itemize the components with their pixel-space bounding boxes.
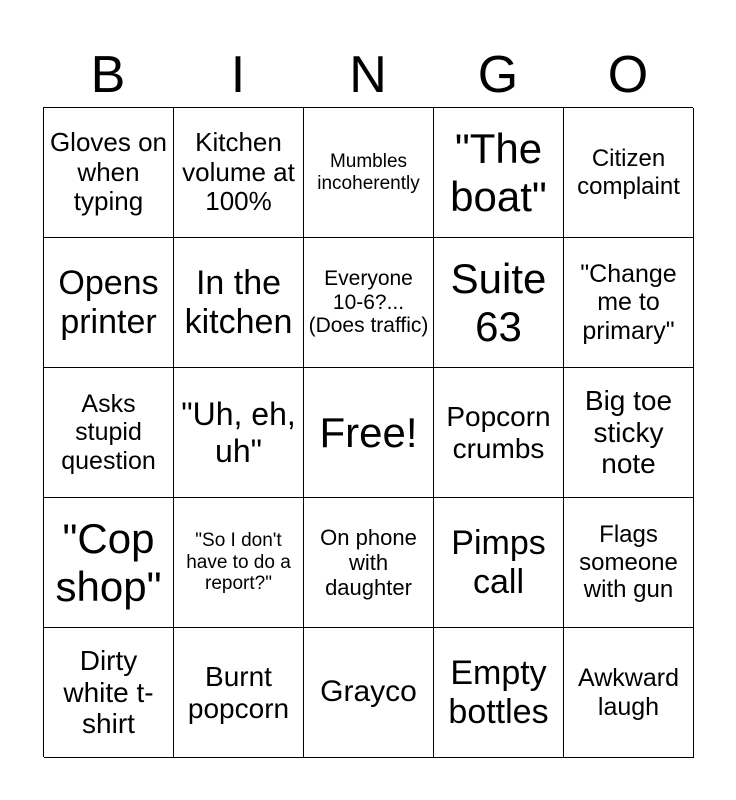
cell-text: Dirty white t-shirt	[63, 644, 154, 740]
cell-text: "So I don't have to do a report?"	[186, 530, 291, 595]
cell-text: Burnt popcorn	[187, 660, 290, 724]
cell-text: Pimps call	[451, 523, 546, 601]
cell-text: Everyone 10-6?... (Does traffic)	[308, 266, 429, 338]
bingo-cell[interactable]	[434, 108, 564, 238]
bingo-cell[interactable]	[44, 628, 174, 758]
cell-text: Gloves on when typing	[49, 127, 168, 217]
cell-text: On phone with daughter	[320, 524, 417, 601]
cell-text: Mumbles incoherently	[317, 150, 420, 194]
bingo-cell[interactable]	[304, 238, 434, 368]
header-letter-g: G	[477, 46, 519, 104]
bingo-cell[interactable]	[304, 108, 434, 238]
cell-text: Opens printer	[58, 263, 159, 341]
bingo-cell[interactable]	[174, 108, 304, 238]
header-letter-b: B	[90, 46, 126, 104]
bingo-cell[interactable]	[174, 498, 304, 628]
cell-text: Asks stupid question	[61, 389, 156, 475]
header-letter-o: O	[607, 46, 649, 104]
bingo-cell[interactable]	[304, 628, 434, 758]
header-letter-n: N	[349, 46, 387, 104]
cell-text: Free!	[319, 408, 418, 456]
cell-text: Suite 63	[450, 254, 547, 350]
bingo-header	[43, 44, 693, 106]
bingo-cell[interactable]	[44, 498, 174, 628]
bingo-cell[interactable]	[564, 368, 694, 498]
bingo-cell[interactable]	[174, 238, 304, 368]
bingo-cell[interactable]	[564, 628, 694, 758]
bingo-cell[interactable]	[304, 498, 434, 628]
cell-text: "Uh, eh, uh"	[181, 396, 296, 469]
cell-text: Kitchen volume at 100%	[182, 127, 295, 217]
bingo-cell[interactable]	[434, 628, 564, 758]
cell-text: Grayco	[320, 675, 417, 709]
cell-text: Popcorn crumbs	[446, 400, 551, 464]
bingo-cell[interactable]	[44, 238, 174, 368]
cell-text: "The boat"	[450, 124, 547, 220]
bingo-cell[interactable]	[174, 368, 304, 498]
bingo-cell[interactable]	[564, 108, 694, 238]
cell-text: "Change me to primary"	[580, 259, 677, 345]
cell-text: Awkward laugh	[578, 664, 679, 721]
bingo-cell[interactable]	[44, 368, 174, 498]
header-letter-i: I	[230, 46, 246, 104]
bingo-cell[interactable]	[564, 498, 694, 628]
cell-text: Big toe sticky note	[584, 384, 673, 480]
cell-text: Flags someone with gun	[579, 521, 678, 604]
bingo-cell[interactable]	[434, 368, 564, 498]
cell-text: "Cop shop"	[55, 514, 162, 610]
bingo-cell[interactable]	[44, 108, 174, 238]
bingo-cell[interactable]	[434, 238, 564, 368]
cell-text: In the kitchen	[184, 263, 293, 341]
cell-text: Citizen complaint	[577, 145, 680, 200]
cell-text: Empty bottles	[448, 653, 549, 731]
bingo-cell[interactable]	[434, 498, 564, 628]
bingo-card	[43, 107, 693, 757]
bingo-cell[interactable]	[304, 368, 434, 498]
bingo-cell[interactable]	[174, 628, 304, 758]
bingo-cell[interactable]	[564, 238, 694, 368]
